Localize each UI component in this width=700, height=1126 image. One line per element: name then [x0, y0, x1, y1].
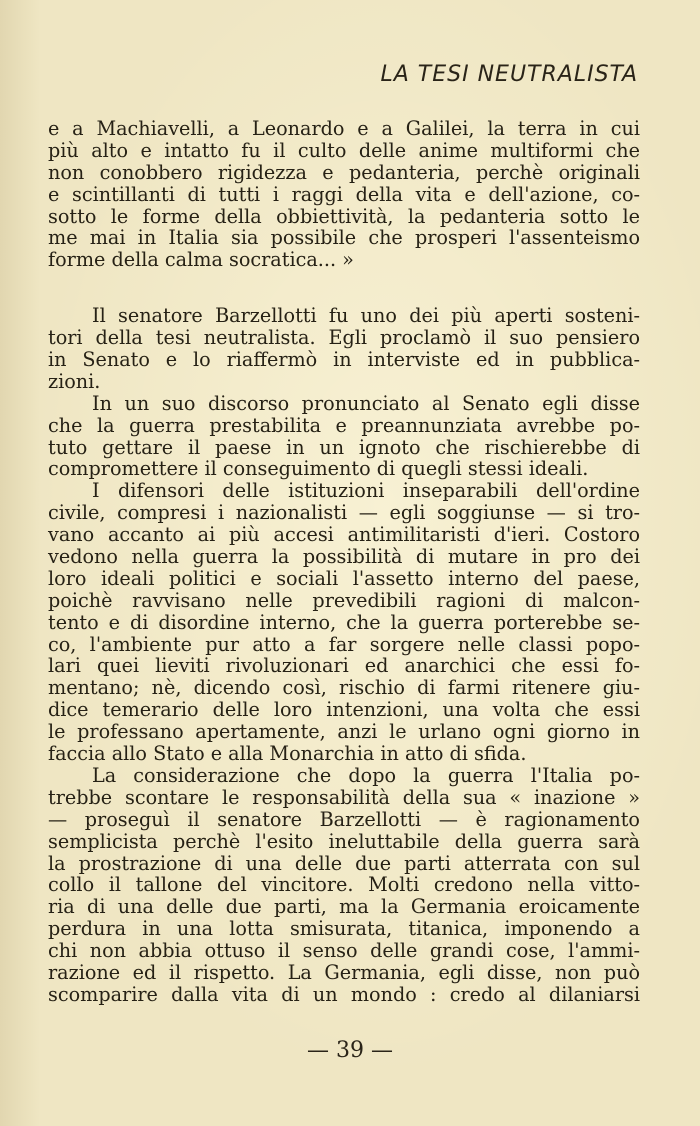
text-line: e scintillanti di tutti i raggi della vita e dell'azione, co-	[48, 182, 640, 206]
text-line: in Senato e lo riaffermò in interviste ed in pubblica-	[48, 348, 640, 372]
text-line: faccia allo Stato e alla Monarchia in atto di sfida.	[48, 742, 527, 766]
text-line: scomparire dalla vita di un mondo : credo al dilaniarsi	[48, 982, 640, 1006]
text-line: I difensori delle istituzioni inseparabili dell'ordine	[92, 479, 640, 503]
text-line: — proseguì il senatore Barzellotti — è ragionamento	[48, 807, 640, 831]
text-line: tuto gettare il paese in un ignoto che rischierebbe di	[48, 435, 640, 459]
text-line: semplicista perchè l'esito ineluttabile della guerra sarà	[48, 829, 640, 853]
text-line: tori della tesi neutralista. Egli proclamò il suo pensiero	[48, 326, 640, 350]
paragraph-3	[48, 393, 640, 481]
text-line: vedono nella guerra la possibilità di mutare in pro dei	[48, 545, 640, 569]
text-line: dice temerario delle loro intenzioni, una volta che essi	[48, 698, 640, 722]
text-line: zioni.	[48, 369, 101, 393]
text-line: La considerazione che dopo la guerra l'Italia po-	[92, 763, 640, 787]
text-line: perdura in una lotta smisurata, titanica, imponendo a	[48, 917, 640, 941]
page-number: — 39 —	[307, 1038, 393, 1063]
text-line: le professano apertamente, anzi le urlano ogni giorno in	[48, 720, 640, 744]
text-line: civile, compresi i nazionalisti — egli soggiunse — si tro-	[48, 501, 640, 525]
text-line: forme della calma socratica... »	[48, 248, 354, 272]
text-line: ria di una delle due parti, ma la Germania eroicamente	[48, 895, 640, 919]
text-line: che la guerra prestabilita e preannunziata avrebbe po-	[48, 413, 640, 437]
text-line: Il senatore Barzellotti fu uno dei più aperti sosteni-	[92, 304, 640, 328]
text-line: razione ed il rispetto. La Germania, egli disse, non può	[48, 960, 640, 984]
paragraph-gap	[48, 271, 640, 305]
paragraph-5	[48, 765, 640, 1006]
text-line: In un suo discorso pronunciato al Senato egli disse	[92, 391, 640, 415]
text-line: poichè ravvisano nelle prevedibili ragioni di malcon-	[48, 588, 640, 612]
paragraph-1	[48, 118, 640, 271]
paragraph-4	[48, 480, 640, 765]
text-line: più alto e intatto fu il culto delle anime multiformi che	[48, 138, 640, 162]
text-line: trebbe scontare le responsabilità della sua « inazione »	[48, 785, 640, 809]
text-line: non conobbero rigidezza e pedanteria, perchè originali	[48, 160, 640, 184]
text-line: collo il tallone del vincitore. Molti credono nella vitto-	[48, 873, 640, 897]
paragraph-2	[48, 305, 640, 393]
text-line: sotto le forme della obbiettività, la pedanteria sotto le	[48, 204, 640, 228]
text-line: la prostrazione di una delle due parti atterrata con sul	[48, 851, 640, 875]
text-line: vano accanto ai più accesi antimilitaristi d'ieri. Costoro	[48, 523, 640, 547]
body-text	[48, 118, 640, 1006]
text-line: co, l'ambiente pur atto a far sorgere nelle classi popo-	[48, 632, 640, 656]
text-line: chi non abbia ottuso il senso delle grandi cose, l'ammi-	[48, 939, 640, 963]
text-line: mentano; nè, dicendo così, rischio di farmi ritenere giu-	[48, 676, 640, 700]
text-line: me mai in Italia sia possibile che prosperi l'assenteismo	[48, 226, 640, 250]
text-line: loro ideali politici e sociali l'assetto interno del paese,	[48, 566, 640, 590]
text-line: tento e di disordine interno, che la guerra porterebbe se-	[48, 610, 640, 634]
text-line: lari quei lieviti rivoluzionari ed anarchici che essi fo-	[48, 654, 640, 678]
text-line: e a Machiavelli, a Leonardo e a Galilei, la terra in cui	[48, 117, 640, 140]
running-header: LA TESI NEUTRALISTA	[380, 62, 638, 87]
text-line: compromettere il conseguimento di quegli stessi ideali.	[48, 457, 589, 481]
